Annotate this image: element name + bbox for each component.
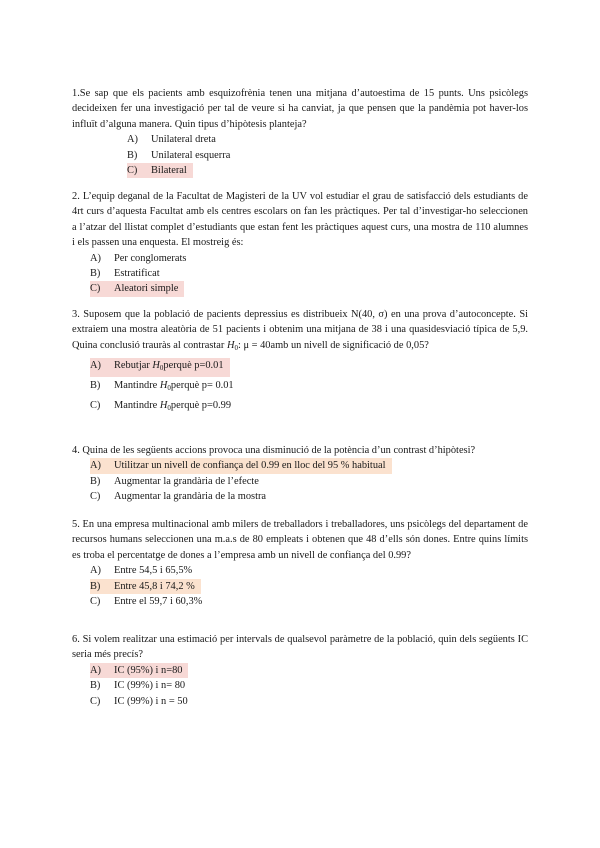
option-label: C)	[90, 400, 101, 412]
question-3-stem-part-a: 3. Suposem que la població de pacients depressius es distribueix N(40, σ) en una prova d’autoconcepte. Si extraiem una mostra aleatòria de 51 pacients i obtenim una mitjana de 38 i una quasidesviació típica de 5,9. Quina conclusió trauràs al contrastar	[72, 309, 528, 351]
option-label: B)	[90, 580, 101, 592]
hypothesis-symbol: H	[152, 360, 160, 372]
question-2-options	[72, 251, 528, 297]
question-2-option-c[interactable]	[72, 281, 528, 296]
option-text: Augmentar la grandària de l’efecte	[114, 475, 259, 487]
question-4-option-b[interactable]	[72, 474, 528, 489]
question-6-stem: 6. Si volem realitzar una estimació per intervals de qualsevol paràmetre de la població, quin dels següents IC seria més precís?	[72, 634, 528, 661]
question-5-options	[72, 563, 528, 609]
option-text: IC (99%) i n = 50	[114, 695, 188, 707]
answer-highlight	[90, 358, 230, 376]
question-4	[72, 443, 528, 505]
option-text: Unilateral dreta	[151, 134, 216, 146]
question-5-option-c[interactable]	[72, 594, 528, 609]
question-1-option-a[interactable]	[72, 132, 528, 147]
question-6-option-a[interactable]	[72, 663, 528, 678]
question-3-option-a[interactable]	[72, 358, 528, 378]
question-3-options	[72, 358, 528, 418]
option-label: B)	[90, 380, 101, 392]
question-3-stem	[72, 307, 528, 356]
answer-highlight	[90, 663, 188, 678]
hypothesis-subscript: 0	[167, 384, 171, 393]
option-label: B)	[90, 475, 101, 487]
question-2	[72, 189, 528, 297]
option-label: B)	[90, 268, 101, 280]
question-1-option-b[interactable]	[72, 148, 528, 163]
option-label: C)	[90, 491, 101, 503]
question-1-options	[72, 132, 528, 178]
question-2-option-a[interactable]	[72, 251, 528, 266]
answer-highlight	[90, 579, 201, 594]
option-text: Augmentar la grandària de la mostra	[114, 491, 267, 503]
option-label: A)	[90, 565, 101, 577]
option-label: A)	[90, 252, 101, 264]
option-pre: Mantindre	[114, 400, 158, 412]
question-6-option-b[interactable]	[72, 678, 528, 693]
option-pre: Mantindre	[114, 380, 158, 392]
hypothesis-subscript: 0	[167, 404, 171, 413]
question-6-option-c[interactable]	[72, 694, 528, 709]
option-text: Aleatori simple	[114, 283, 179, 295]
option-text: Bilateral	[151, 165, 187, 176]
option-label: A)	[127, 134, 138, 146]
question-3-option-c[interactable]	[72, 398, 528, 418]
option-label: A)	[90, 664, 101, 676]
option-label: C)	[127, 165, 138, 176]
option-text: Estratificat	[114, 268, 160, 280]
answer-highlight	[90, 458, 392, 473]
option-text: Utilitzar un nivell de confiança del 0.99 en lloc del 95 % habitual	[114, 460, 386, 472]
question-4-stem: 4. Quina de les següents accions provoca una disminució de la potència d’un contrast d’hipòtesi?	[72, 445, 476, 456]
hypothesis-symbol: H	[159, 400, 168, 412]
option-post: perquè p=0.01	[163, 360, 224, 372]
question-3-option-b[interactable]	[72, 378, 528, 398]
question-1	[72, 86, 528, 178]
question-4-option-c[interactable]	[72, 489, 528, 504]
option-text: Entre el 59,7 i 60,3%	[114, 596, 203, 607]
option-label: C)	[90, 596, 101, 607]
option-pre: Rebutjar	[114, 360, 150, 372]
option-label: B)	[90, 680, 101, 692]
option-post: perquè p=0.99	[170, 400, 232, 412]
option-label: A)	[90, 460, 101, 472]
question-5	[72, 517, 528, 609]
question-3	[72, 307, 528, 418]
option-post: perquè p= 0.01	[170, 380, 234, 392]
hypothesis-symbol: H	[159, 380, 168, 392]
question-1-option-c[interactable]	[72, 163, 528, 178]
question-4-options	[72, 458, 528, 504]
option-text: Entre 54,5 i 65,5%	[114, 565, 193, 577]
question-2-option-b[interactable]	[72, 266, 528, 281]
hypothesis-subscript: 0	[234, 343, 238, 352]
option-text: Per conglomerats	[114, 252, 187, 264]
option-label: C)	[90, 283, 101, 295]
question-3-stem-part-b: : μ = 40amb un nivell de significació de 0,05?	[237, 339, 429, 351]
option-text: IC (99%) i n= 80	[114, 680, 186, 692]
option-text: Unilateral esquerra	[151, 149, 231, 161]
question-1-stem: 1.Se sap que els pacients amb esquizofrènia tenen una mitjana d’autoestima de 15 punts. Uns psicòlegs decideixen fer una investigació per tal de veure si ha canviat, ja que pensen que la pandèmia pot haver-los influït d’alguna manera. Quin tipus d’hipòtesis planteja?	[72, 88, 528, 130]
question-6-options	[72, 663, 528, 709]
answer-highlight	[127, 163, 193, 178]
question-2-stem: 2. L’equip deganal de la Facultat de Magisteri de la UV vol estudiar el grau de satisfacció dels estudiants de 4rt curs d’aquesta Facultat amb els centres escolars on fan les pràctiques. Per tal d’investigar-ho seleccionen a l’atzar del llistat complet d’estudiants que estan fent les pràctiques aquest curs, una mostra de 110 alumnes i els passen una enquesta. El mostreig és:	[72, 191, 528, 249]
question-5-option-a[interactable]	[72, 563, 528, 578]
question-6	[72, 632, 528, 709]
answer-highlight	[90, 281, 184, 296]
question-4-option-a[interactable]	[72, 458, 528, 473]
option-label: B)	[127, 149, 138, 161]
question-5-option-b[interactable]	[72, 579, 528, 594]
hypothesis-subscript: 0	[159, 364, 164, 373]
question-5-stem: 5. En una empresa multinacional amb milers de treballadors i treballadores, uns psicòlegs del departament de recursos humans seleccionen una m.a.s de 80 empleats i obtenen que 48 d’ells són dones. Entre quins límits es troba el percentatge de dones a l’empresa amb un nivell de confiança del 0.99?	[72, 519, 528, 561]
option-text: IC (95%) i n=80	[114, 664, 183, 676]
option-label: A)	[90, 360, 101, 372]
option-text: Entre 45,8 i 74,2 %	[114, 580, 195, 592]
option-label: C)	[90, 695, 101, 707]
hypothesis-symbol: H	[226, 339, 235, 351]
